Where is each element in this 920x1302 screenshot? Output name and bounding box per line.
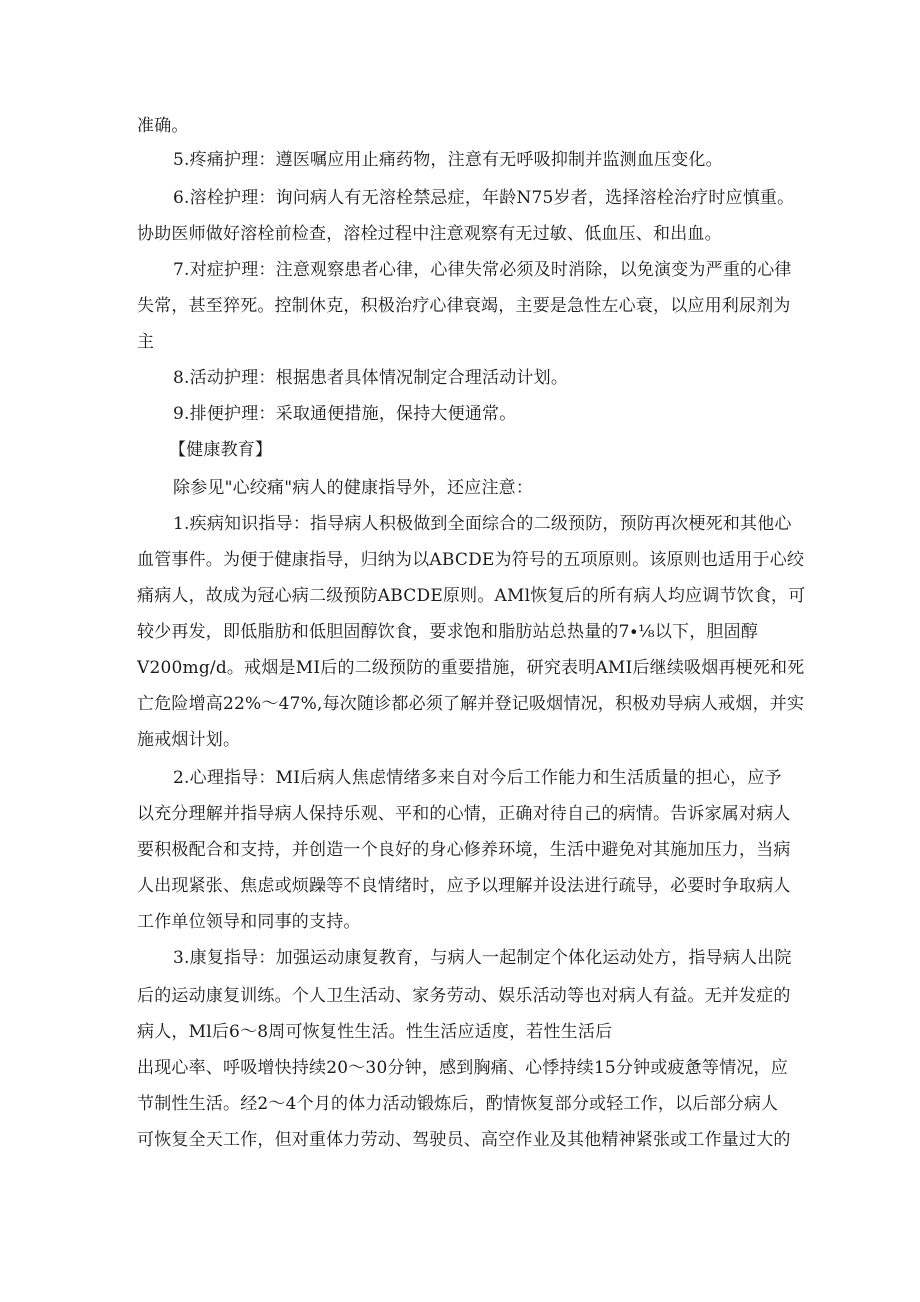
- text-line: 出现心率、呼吸增快持续20～30分钟，感到胸痛、心悸持续15分钟或疲惫等情况，应: [137, 1058, 788, 1078]
- text-line: 失常，甚至猝死。控制休克，积极治疗心律衰竭，主要是急性左心衰，以应用利尿剂为: [137, 296, 791, 316]
- section-heading: 【健康教育】: [169, 440, 273, 460]
- text-line: 9.排便护理：采取通便措施，保持大便通常。: [173, 404, 517, 424]
- text-line: 人出现紧张、焦虑或烦躁等不良情绪时，应予以理解并设法进行疏导，必要时争取病人: [137, 876, 791, 896]
- text-line: V200mg/d。戒烟是MI后的二级预防的重要措施，研究表明AMI后继续吸烟再梗死和死: [137, 658, 805, 678]
- text-line: 施戒烟计划。: [137, 730, 241, 750]
- text-line: 较少再发，即低脂肪和低胆固醇饮食，要求饱和脂肪站总热量的7∙⅛以下，胆固醇: [137, 622, 759, 642]
- text-line: 亡危险增高22%～47%,每次随诊都必须了解并登记吸烟情况，积极劝导病人戒烟，并实: [137, 694, 805, 714]
- text-line: 8.活动护理：根据患者具体情况制定合理活动计划。: [173, 368, 569, 388]
- text-line: 1.疾病知识指导：指导病人积极做到全面综合的二级预防，预防再次梗死和其他心: [173, 514, 792, 534]
- text-line: 准确。: [137, 116, 189, 136]
- text-line: 工作单位领导和同事的支持。: [137, 912, 361, 932]
- text-line: 血管事件。为便于健康指导，归纳为以ABCDE为符号的五项原则。该原则也适用于心绞: [137, 550, 805, 570]
- text-line: 后的运动康复训练。个人卫生活动、家务劳动、娱乐活动等也对病人有益。无并发症的: [137, 986, 791, 1006]
- text-line: 病人，Ml后6～8周可恢复性生活。性生活应适度，若性生活后: [137, 1022, 613, 1042]
- text-line: 主: [137, 332, 155, 352]
- text-line: 节制性生活。经2～4个月的体力活动锻炼后，酌情恢复部分或轻工作，以后部分病人: [137, 1094, 779, 1114]
- text-line: 6.溶栓护理：询问病人有无溶栓禁忌症，年龄N75岁者，选择溶栓治疗时应慎重。: [173, 188, 795, 208]
- text-line: 5.疼痛护理：遵医嘱应用止痛药物，注意有无呼吸抑制并监测血压变化。: [173, 150, 723, 170]
- text-line: 2.心理指导：MI后病人焦虑情绪多来自对今后工作能力和生活质量的担心，应予: [173, 768, 782, 788]
- text-line: 协助医师做好溶栓前检查，溶栓过程中注意观察有无过敏、低血压、和出血。: [137, 224, 722, 244]
- text-line: 要积极配合和支持，并创造一个良好的身心修养环境，生活中避免对其施加压力，当病: [137, 840, 791, 860]
- text-line: 3.康复指导：加强运动康复教育，与病人一起制定个体化运动处方，指导病人出院: [173, 948, 792, 968]
- text-line: 除参见"心绞痛"病人的健康指导外，还应注意：: [173, 478, 534, 498]
- text-line: 痛病人，故成为冠心病二级预防ABCDE原则。AMl恢复后的所有病人均应调节饮食，可: [137, 586, 806, 606]
- text-line: 以充分理解并指导病人保持乐观、平和的心情，正确对待自己的病情。告诉家属对病人: [137, 804, 791, 824]
- text-line: 7.对症护理：注意观察患者心律，心律失常必须及时消除，以免演变为严重的心律: [173, 260, 792, 280]
- text-line: 可恢复全天工作，但对重体力劳动、驾驶员、高空作业及其他精神紧张或工作量过大的: [137, 1130, 791, 1150]
